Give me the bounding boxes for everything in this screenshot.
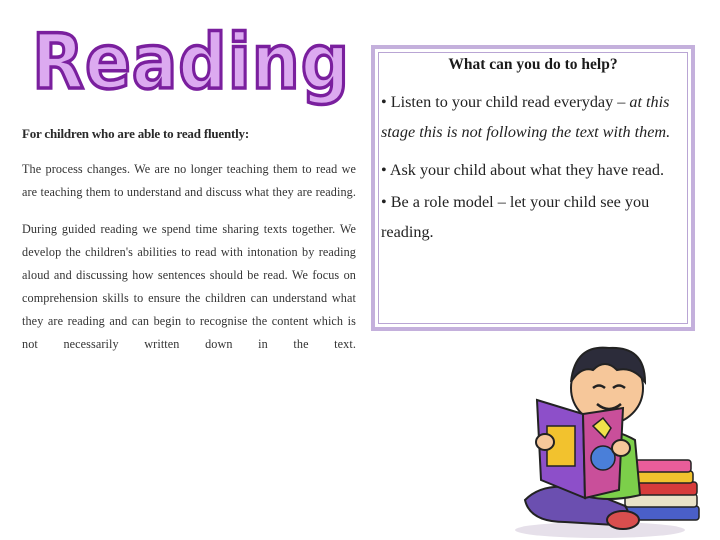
process-changes-paragraph: The process changes. We are no longer teaching them to read we are teaching them to understand and discuss what they are reading. <box>22 162 356 199</box>
help-box-title: What can you do to help? <box>448 56 618 73</box>
help-box <box>371 45 695 331</box>
help-bullet-ask: • Ask your child about what they have read. <box>381 161 665 179</box>
boy-reading-book-illustration <box>505 330 715 540</box>
help-bullet-listen <box>381 87 687 147</box>
help-bullet-listen-lead: • Listen to your child read everyday – <box>381 93 630 111</box>
reading-title-wordart <box>28 10 358 120</box>
reading-title: Reading <box>32 17 350 106</box>
fluent-readers-subheading: For children who are able to read fluently: <box>22 126 249 141</box>
guided-reading-paragraph: During guided reading we spend time sharing texts together. We develop the children's abilities to read with intonation by reading aloud and discussing how sentences should be read. We focus on comprehension skills to ensure the children can understand what they are reading and can begin to recognise the content which is not necessarily written down in the text. <box>22 222 356 351</box>
help-box-body <box>381 87 687 247</box>
left-column <box>22 126 356 370</box>
help-bullet-role-model: • Be a role model – let your child see you reading. <box>381 193 650 241</box>
help-bullet-listen-italic: at this stage this is not following the text with them. <box>381 93 671 141</box>
